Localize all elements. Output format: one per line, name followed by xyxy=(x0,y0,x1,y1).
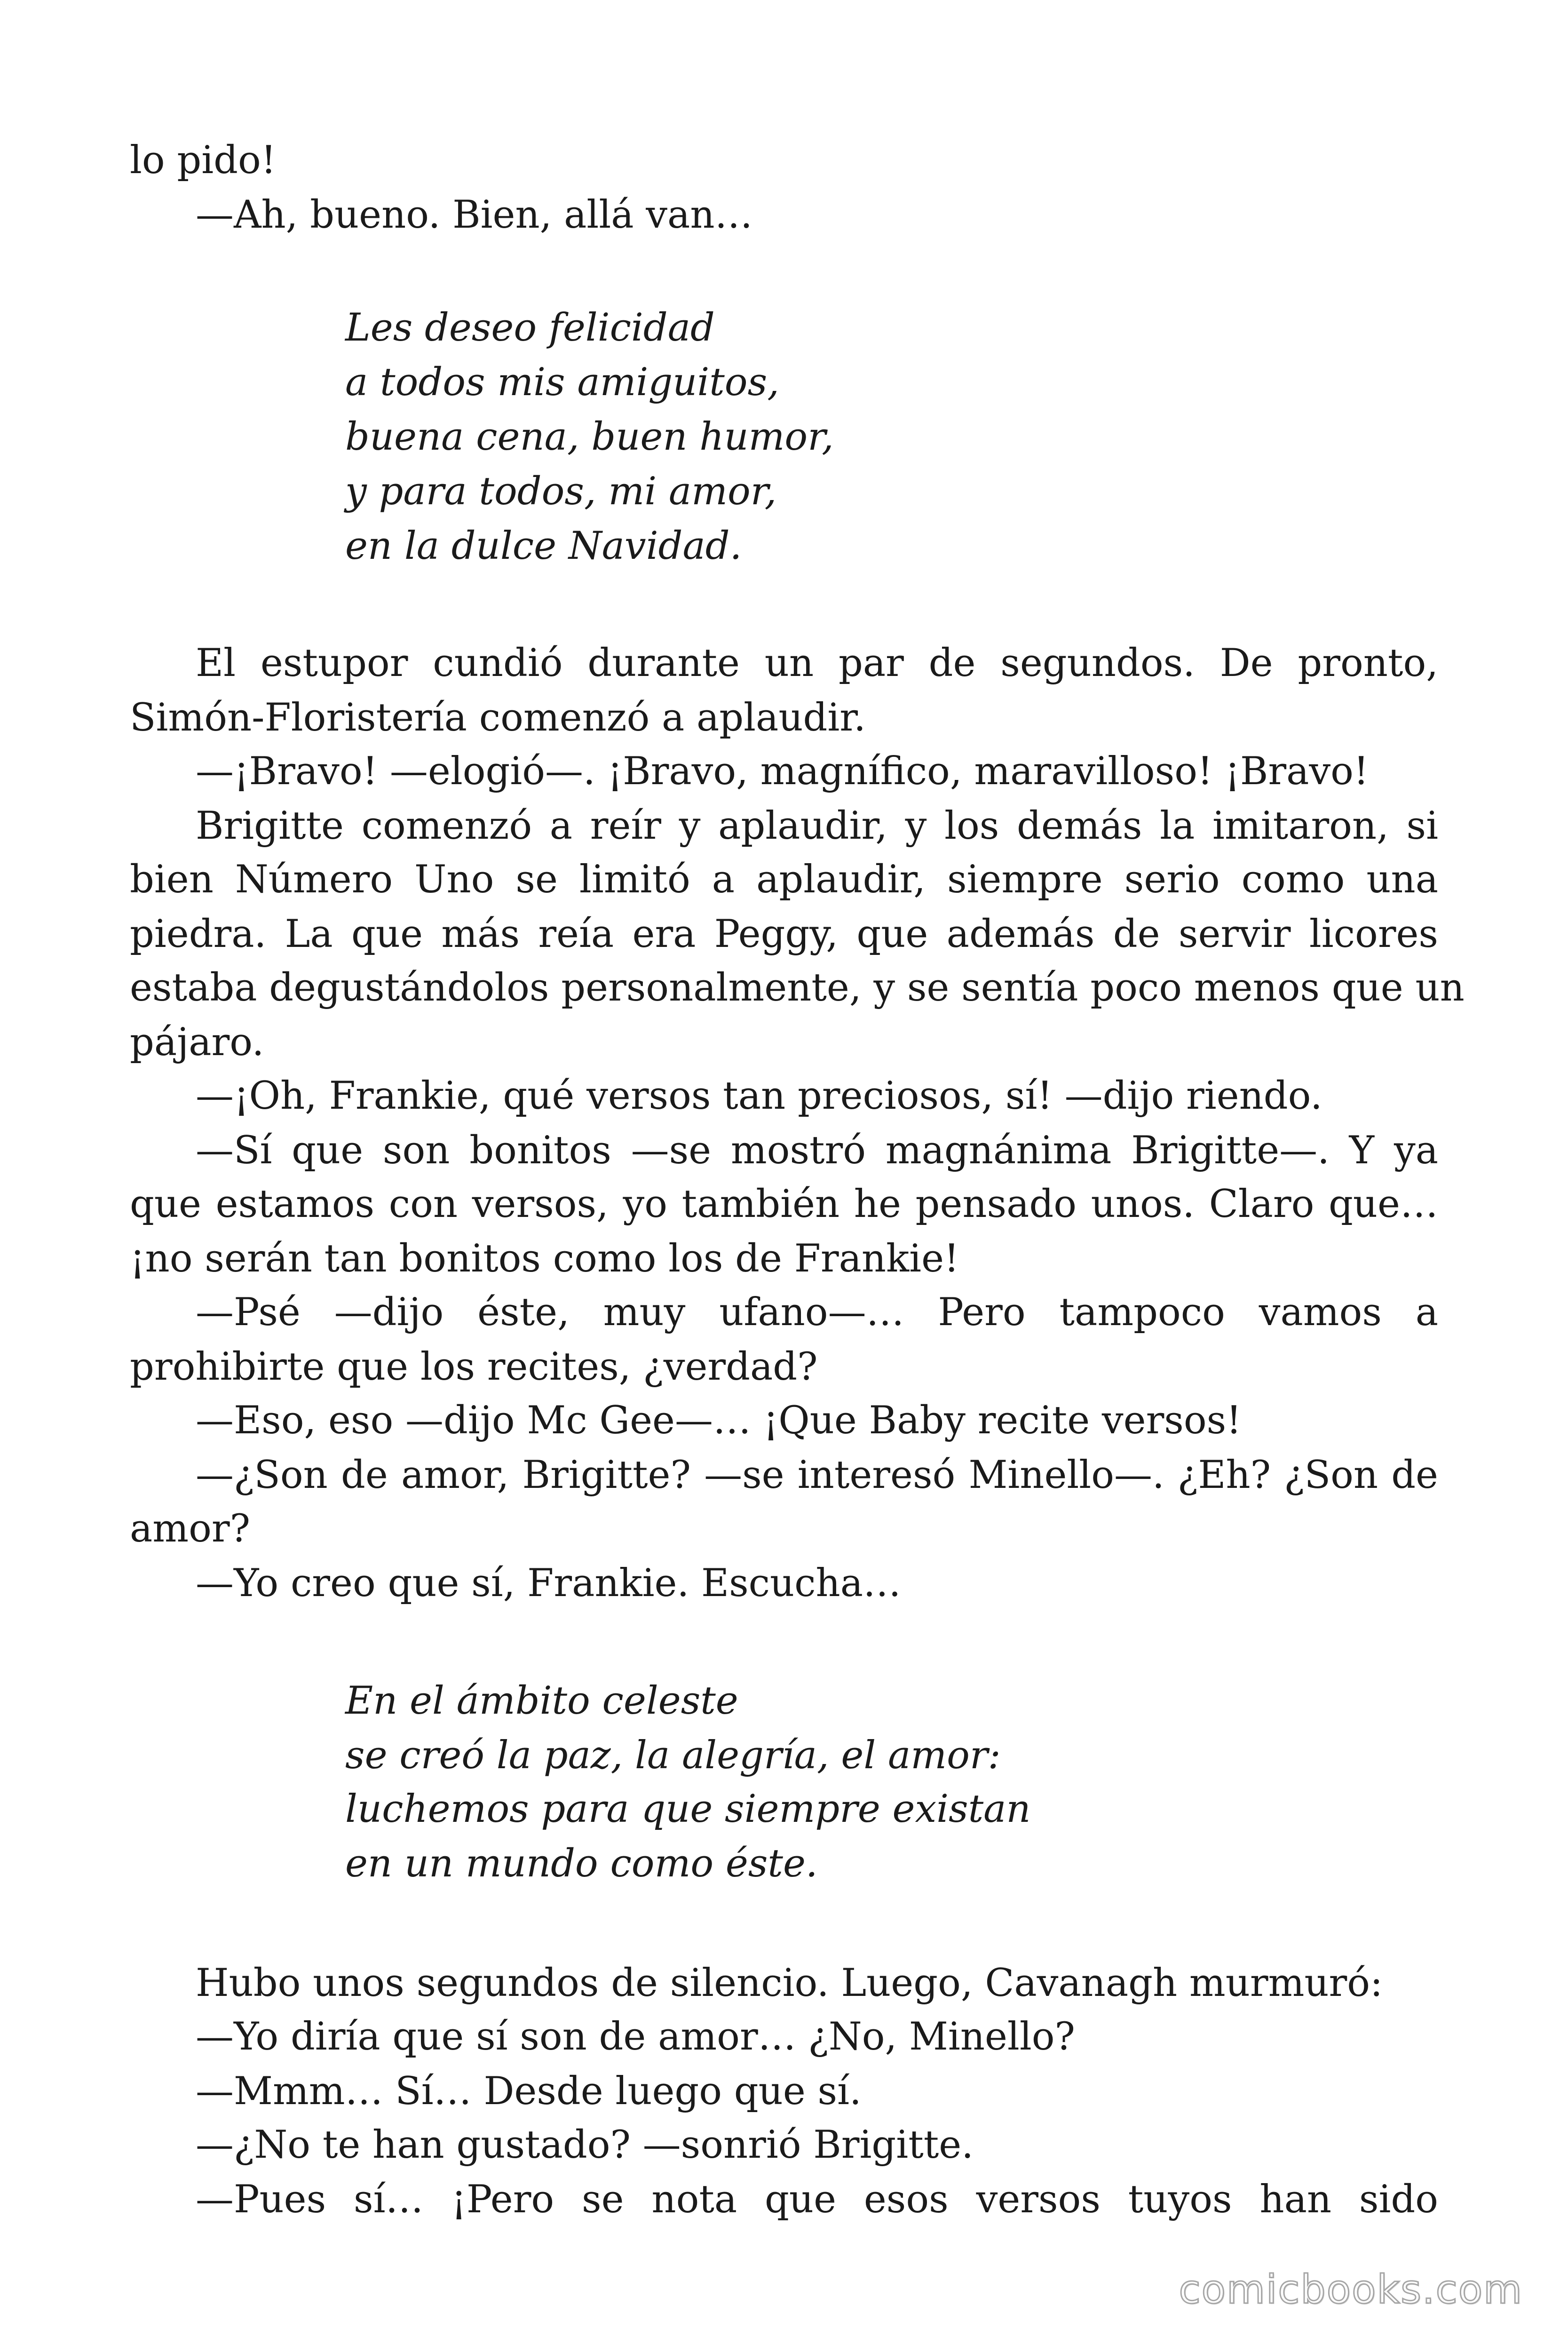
text-line: —Sí que son bonitos —se mostró magnánima Brigitte—. Y ya xyxy=(196,1128,1438,1173)
text-line: —Yo creo que sí, Frankie. Escucha… xyxy=(196,1561,902,1605)
text-line: estaba degustándolos personalmente, y se sentía poco menos que un xyxy=(130,966,1465,1010)
poem-line: Les deseo felicidad xyxy=(345,306,715,350)
text-line: —¡Oh, Frankie, qué versos tan preciosos, sí! —dijo riendo. xyxy=(196,1074,1323,1118)
text-line: —¿Son de amor, Brigitte? —se interesó Minello—. ¿Eh? ¿Son de xyxy=(196,1453,1438,1497)
watermark-logo: comicbooks.com xyxy=(1179,2266,1523,2312)
text-line: —Ah, bueno. Bien, allá van… xyxy=(196,193,753,237)
text-line: Simón-Floristería comenzó a aplaudir. xyxy=(130,696,866,740)
poem-line: en la dulce Navidad. xyxy=(345,524,742,568)
text-line: pájaro. xyxy=(130,1020,264,1065)
text-line: ¡no serán tan bonitos como los de Frankie! xyxy=(130,1237,959,1281)
poem-line: y para todos, mi amor, xyxy=(345,469,777,514)
text-line: —¿No te han gustado? —sonrió Brigitte. xyxy=(196,2123,974,2167)
poem-line: En el ámbito celeste xyxy=(345,1679,738,1723)
text-line: —¡Bravo! —elogió—. ¡Bravo, magnífico, maravilloso! ¡Bravo! xyxy=(196,749,1369,794)
text-line: prohibirte que los recites, ¿verdad? xyxy=(130,1345,818,1389)
poem-line: a todos mis amiguitos, xyxy=(345,360,779,405)
text-line: —Yo diría que sí son de amor… ¿No, Minello? xyxy=(196,2015,1075,2059)
text-line: que estamos con versos, yo también he pensado unos. Claro que… xyxy=(130,1182,1438,1226)
text-line: —Pues sí… ¡Pero se nota que esos versos tuyos han sido xyxy=(196,2177,1438,2222)
text-line: bien Número Uno se limitó a aplaudir, siempre serio como una xyxy=(130,858,1438,902)
poem-line: se creó la paz, la alegría, el amor: xyxy=(345,1733,1001,1778)
text-line: Brigitte comenzó a reír y aplaudir, y los demás la imitaron, si xyxy=(196,804,1438,848)
text-line: amor? xyxy=(130,1507,251,1551)
text-line: —Psé —dijo éste, muy ufano—… Pero tampoco vamos a xyxy=(196,1290,1438,1335)
text-line: lo pido! xyxy=(130,138,277,183)
text-line: piedra. La que más reía era Peggy, que además de servir licores xyxy=(130,912,1438,956)
poem-line: buena cena, buen humor, xyxy=(345,415,834,459)
text-line: Hubo unos segundos de silencio. Luego, Cavanagh murmuró: xyxy=(196,1961,1383,2005)
text-line: —Mmm… Sí… Desde luego que sí. xyxy=(196,2069,862,2114)
text-line: —Eso, eso —dijo Mc Gee—… ¡Que Baby recite versos! xyxy=(196,1398,1242,1443)
poem-line: luchemos para que siempre existan xyxy=(345,1787,1031,1831)
text-line: El estupor cundió durante un par de segundos. De pronto, xyxy=(196,641,1438,685)
poem-line: en un mundo como éste. xyxy=(345,1842,818,1886)
